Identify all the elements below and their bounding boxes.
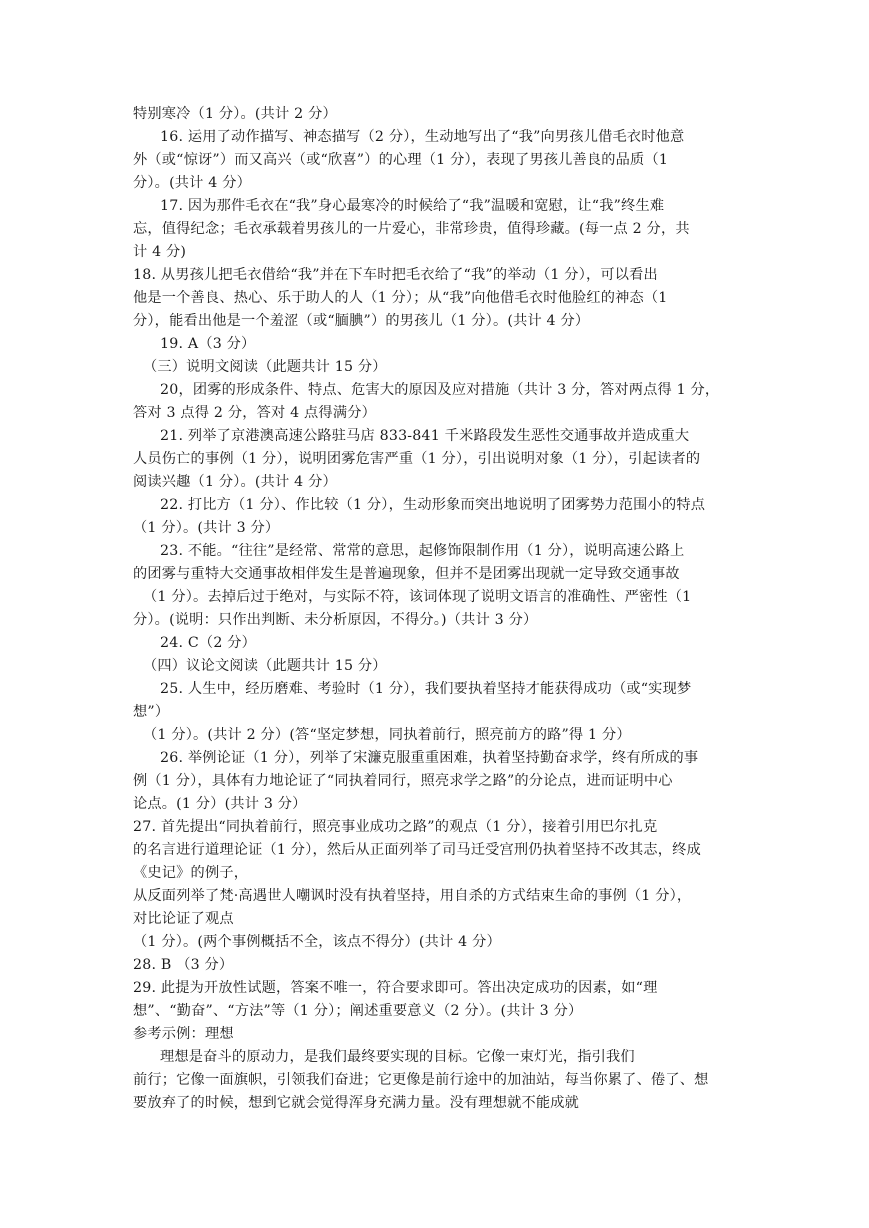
text-line-37: （1 分）。(两个事例概括不全，该点不得分）(共计 4 分） <box>133 934 501 950</box>
text-line-8: 18. 从男孩儿把毛衣借给“我”并在下车时把毛衣给了“我”的举动（1 分），可以看出 <box>133 267 658 283</box>
section-heading-argumentative: （四）议论文阅读（此题共计 15 分） <box>143 658 387 674</box>
text-line-16: 人员伤亡的事例（1 分），说明团雾危害严重（1 分），引出说明对象（1 分），引起读者的 <box>133 451 701 467</box>
text-line-24: 24. C（2 分） <box>160 635 257 651</box>
text-line-35: 从反面列举了梵·高遇世人嘲讽时没有执着坚持，用自杀的方式结束生命的事例（1 分）， <box>133 888 692 904</box>
text-line-33: 的名言进行道理论证（1 分），然后从正面列举了司马迁受宫刑仍执着坚持不改其志，终成 <box>133 842 701 858</box>
text-line-18: 22. 打比方（1 分）、作比较（1 分），生动形象而突出地说明了团雾势力范围小的特点 <box>160 497 706 513</box>
reference-example-heading: 参考示例：理想 <box>133 1026 234 1042</box>
section-heading-expository: （三）说明文阅读（此题共计 15 分） <box>143 359 387 375</box>
text-line-19: （1 分）。(共计 3 分） <box>133 520 280 536</box>
text-line-31: 论点。(1 分）(共计 3 分） <box>133 796 307 812</box>
text-line-1: 特别寒冷（1 分）。(共计 2 分） <box>133 106 337 122</box>
text-line-40: 想”、“勤奋”、“方法”等（1 分）；阐述重要意义（2 分）。(共计 3 分） <box>133 1003 583 1019</box>
text-line-32: 27. 首先提出“同执着前行，照亮事业成功之路”的观点（1 分），接着引用巴尔扎克 <box>133 819 658 835</box>
text-line-28: （1 分）。(共计 2 分）(答“坚定梦想，同执着前行，照亮前方的路”得 1 分） <box>143 727 631 743</box>
text-line-43: 前行；它像一面旗帜，引领我们奋进；它更像是前行途中的加油站，每当你累了、倦了、想 <box>133 1072 709 1088</box>
text-line-4: 分）。(共计 4 分） <box>133 175 251 191</box>
text-line-30: 例（1 分），具体有力地论证了“同执着同行，照亮求学之路”的分论点，进而证明中心 <box>133 773 673 789</box>
text-line-21: 的团雾与重特大交通事故相伴发生是普遍现象，但并不是团雾出现就一定导致交通事故 <box>133 566 680 582</box>
text-line-29: 26. 举例论证（1 分），列举了宋濂克服重重困难，执着坚持勤奋求学，终有所成的事 <box>160 750 699 766</box>
text-line-9: 他是一个善良、热心、乐于助人的人（1 分）；从“我”向他借毛衣时他脸红的神态（1 <box>133 290 668 306</box>
text-line-39: 29. 此提为开放性试题，答案不唯一，符合要求即可。答出决定成功的因素，如“理 <box>133 980 658 996</box>
text-line-20: 23. 不能。“往往”是经常、常常的意思，起修饰限制作用（1 分），说明高速公路上 <box>160 543 685 559</box>
text-line-14: 答对 3 点得 2 分，答对 4 点得满分） <box>133 405 376 421</box>
text-line-36: 对比论证了观点 <box>133 911 234 927</box>
text-line-7: 计 4 分) <box>133 244 187 260</box>
text-line-3: 外（或“惊讶”）而又高兴（或“欣喜”）的心理（1 分），表现了男孩儿善良的品质（1 <box>133 152 669 168</box>
text-line-22: （1 分）。去掉后过于绝对，与实际不符，该词体现了说明文语言的准确性、严密性（1 <box>143 589 692 605</box>
text-line-42: 理想是奋斗的原动力，是我们最终要实现的目标。它像一束灯光，指引我们 <box>160 1049 635 1065</box>
text-line-26: 25. 人生中，经历磨难、考验时（1 分），我们要执着坚持才能获得成功（或“实现梦 <box>160 681 692 697</box>
text-line-17: 阅读兴趣（1 分）。(共计 4 分） <box>133 474 337 490</box>
text-line-15: 21. 列举了京港澳高速公路驻马店 833-841 千米路段发生恶性交通事故并造成重大 <box>160 428 690 444</box>
text-line-5: 17. 因为那件毛衣在“我”身心最寒冷的时候给了“我”温暖和宽慰，让“我”终生难 <box>160 198 665 214</box>
text-line-13: 20，团雾的形成条件、特点、危害大的原因及应对措施（共计 3 分，答对两点得 1 分， <box>160 382 720 398</box>
text-line-38: 28. B （3 分） <box>133 957 234 973</box>
text-line-34: 《史记》的例子， <box>133 865 249 881</box>
text-line-11: 19. A（3 分） <box>160 336 256 352</box>
text-line-23: 分）。(说明：只作出判断、未分析原因，不得分。)（共计 3 分） <box>133 612 538 628</box>
text-line-10: 分），能看出他是一个羞涩（或“腼腆”）的男孩儿（1 分）。(共计 4 分） <box>133 313 590 329</box>
text-line-6: 忘，值得纪念；毛衣承载着男孩儿的一片爱心，非常珍贵，值得珍藏。(每一点 2 分，共 <box>133 221 690 237</box>
text-line-44: 要放弃了的时候，想到它就会觉得浑身充满力量。没有理想就不能成就 <box>133 1095 580 1111</box>
text-line-2: 16. 运用了动作描写、神态描写（2 分），生动地写出了“我”向男孩儿借毛衣时他意 <box>160 129 685 145</box>
text-line-27: 想”） <box>133 704 170 720</box>
